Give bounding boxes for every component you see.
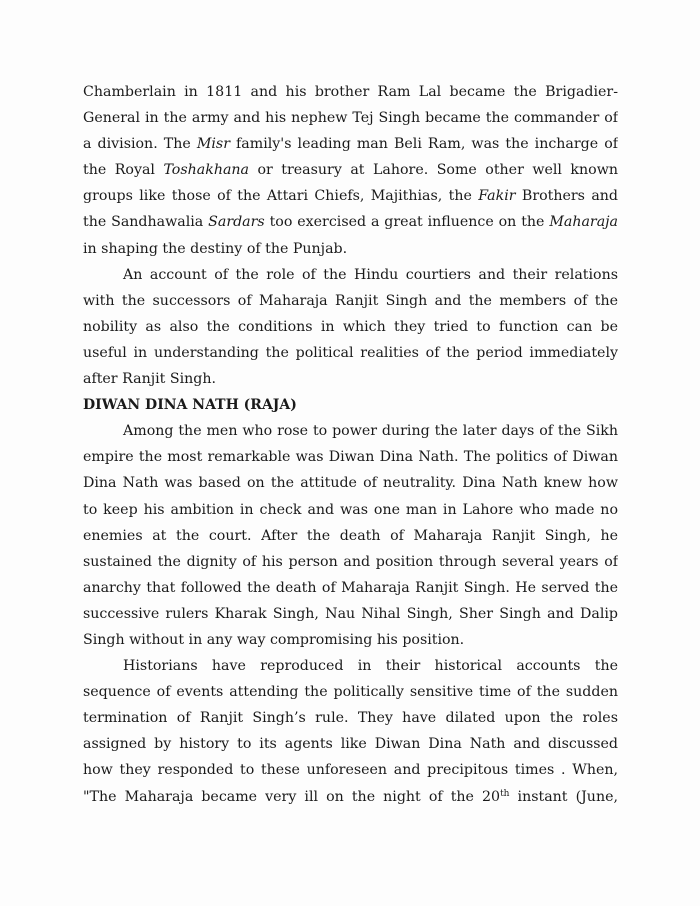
text-line: [83, 575, 618, 601]
text-line: [83, 418, 618, 444]
text-line: [83, 731, 618, 757]
text-line: [83, 314, 618, 340]
paragraph-p4: [83, 653, 618, 810]
text-segment: the Royal: [83, 162, 164, 179]
text-segment: assigned by history to its agents like Diwan Dina Nath and discussed: [83, 736, 618, 753]
text-line: [83, 79, 618, 105]
text-segment: General in the army and his nephew Tej Singh became the commander of: [83, 110, 618, 127]
text-segment: or treasury at Lahore. Some other well known: [249, 162, 618, 179]
text-line: [83, 757, 618, 783]
text-segment: anarchy that followed the death of Maharaja Ranjit Singh. He served the: [83, 579, 618, 596]
text-segment: Chamberlain in 1811 and his brother Ram Lal became the Brigadier-: [83, 84, 618, 100]
italic-term: Sardars: [208, 214, 265, 231]
section-heading: DIWAN DINA NATH (RAJA): [83, 397, 297, 414]
text-line: [83, 236, 618, 262]
superscript: th: [500, 788, 510, 799]
text-line: [83, 784, 618, 810]
text-line: [83, 497, 618, 523]
paragraph-p2: [83, 262, 618, 392]
text-segment: Historians have reproduced in their historical accounts the: [123, 658, 618, 675]
text-segment: the Sandhawalia: [83, 214, 209, 231]
text-segment: to keep his ambition in check and was one man in Lahore who made no: [83, 501, 618, 518]
text-segment: instant (June,: [509, 788, 618, 805]
text-segment: termination of Ranjit Singh’s rule. They have dilated upon the roles: [83, 710, 618, 727]
text-segment: useful in understanding the political realities of the period immediately: [83, 344, 618, 361]
text-segment: groups like those of the Attari Chiefs, Majithias, the: [83, 188, 479, 205]
text-segment: Brothers and: [515, 188, 618, 205]
text-segment: Among the men who rose to power during the later days of the Sikh: [123, 423, 618, 440]
text-segment: too exercised a great influence on the: [264, 214, 550, 231]
text-segment: An account of the role of the Hindu courtiers and their relations: [123, 266, 618, 283]
italic-term: Fakir: [478, 188, 516, 205]
text-line: [83, 444, 618, 470]
text-line: [83, 105, 618, 131]
text-line: [83, 601, 618, 627]
italic-term: Toshakhana: [163, 162, 250, 179]
paragraph-p3: [83, 418, 618, 653]
text-segment: sequence of events attending the politically sensitive time of the sudden: [83, 684, 618, 701]
text-line: [83, 470, 618, 496]
text-segment: empire the most remarkable was Diwan Dina Nath. The politics of Diwan: [83, 449, 618, 466]
text-line: [83, 131, 618, 157]
italic-term: Maharaja: [549, 214, 618, 231]
text-line: [83, 653, 618, 679]
text-line: [83, 157, 618, 183]
text-line: [83, 209, 618, 235]
text-line: [83, 262, 618, 288]
text-segment: Dina Nath was based on the attitude of neutrality. Dina Nath knew how: [83, 475, 618, 492]
text-segment: in shaping the destiny of the Punjab.: [83, 240, 348, 257]
italic-term: Misr: [196, 136, 230, 153]
text-segment: after Ranjit Singh.: [83, 371, 216, 388]
text-segment: sustained the dignity of his person and position through several years of: [83, 553, 618, 570]
text-line: [83, 523, 618, 549]
text-segment: with the successors of Maharaja Ranjit Singh and the members of the: [83, 292, 618, 309]
text-segment: nobility as also the conditions in which they tried to function can be: [83, 318, 618, 335]
text-line: [83, 366, 618, 392]
text-line: [83, 549, 618, 575]
text-line: [83, 340, 618, 366]
paragraph-p1: [83, 79, 618, 262]
text-segment: Singh without in any way compromising his position.: [83, 631, 465, 648]
document-page: [83, 79, 618, 810]
text-segment: family's leading man Beli Ram, was the incharge of: [229, 136, 618, 153]
text-segment: successive rulers Kharak Singh, Nau Nihal Singh, Sher Singh and Dalip: [83, 605, 618, 622]
text-segment: a division. The: [83, 136, 197, 153]
text-line: [83, 679, 618, 705]
text-line: [83, 705, 618, 731]
text-segment: "The Maharaja became very ill on the night of the 20: [83, 788, 501, 805]
text-line: [83, 627, 618, 653]
text-line: [83, 183, 618, 209]
text-segment: how they responded to these unforeseen and precipitous times . When,: [83, 762, 618, 779]
text-line: [83, 288, 618, 314]
text-segment: enemies at the court. After the death of Maharaja Ranjit Singh, he: [83, 527, 618, 544]
